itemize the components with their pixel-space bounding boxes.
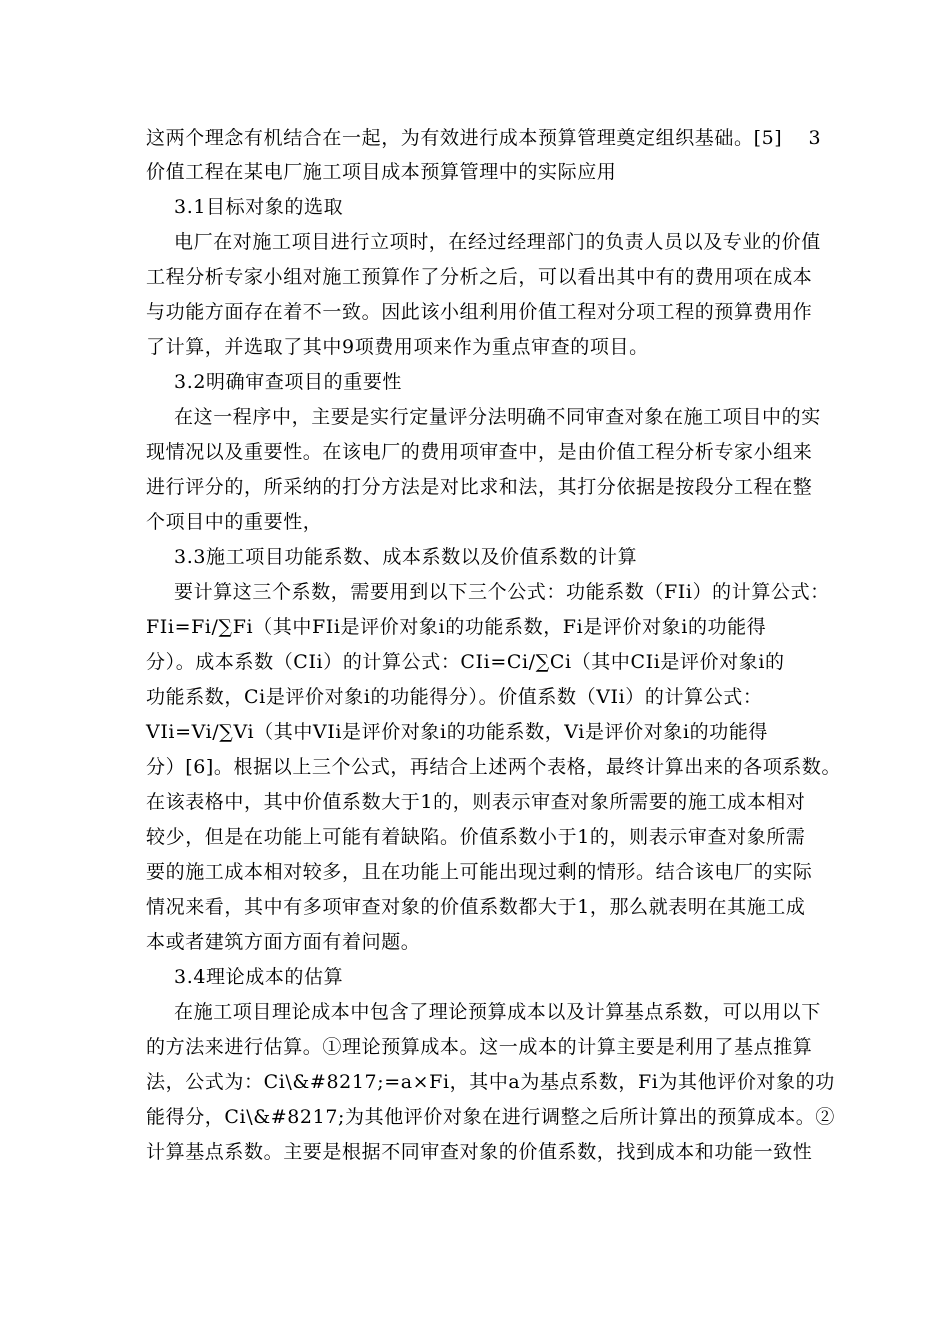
text-line-6: 与功能方面存在着不一致。因此该小组利用价值工程对分项工程的预算费用作 <box>146 301 813 323</box>
text-line-5: 工程分析专家小组对施工预算作了分析之后，可以看出其中有的费用项在成本 <box>146 266 813 288</box>
section-heading-3-3: 3.3施工项目功能系数、成本系数以及价值系数的计算 <box>174 546 638 568</box>
text-line-30: 计算基点系数。主要是根据不同审查对象的价值系数，找到成本和功能一致性 <box>146 1141 813 1163</box>
text-line-14: 要计算这三个系数，需要用到以下三个公式：功能系数（FIi）的计算公式： <box>174 581 830 603</box>
text-line-17: 功能系数，Ci是评价对象i的功能得分）。价值系数（VIi）的计算公式： <box>146 686 763 708</box>
text-line-9: 在这一程序中，主要是实行定量评分法明确不同审查对象在施工项目中的实 <box>174 406 821 428</box>
text-line-4: 电厂在对施工项目进行立项时，在经过经理部门的负责人员以及专业的价值 <box>174 231 821 253</box>
text-line-20: 在该表格中，其中价值系数大于1的，则表示审查对象所需要的施工成本相对 <box>146 791 806 813</box>
section-heading-3-4: 3.4理论成本的估算 <box>174 966 344 988</box>
text-line-27: 的方法来进行估算。①理论预算成本。这一成本的计算主要是利用了基点推算 <box>146 1036 813 1058</box>
text-line-11: 进行评分的，所采纳的打分方法是对比求和法，其打分依据是按段分工程在整 <box>146 476 813 498</box>
text-line-23: 情况来看，其中有多项审查对象的价值系数都大于1，那么就表明在其施工成 <box>146 896 806 918</box>
text-line-29: 能得分，Ci\&#8217;为其他评价对象在进行调整之后所计算出的预算成本。② <box>146 1106 836 1128</box>
text-line-2: 价值工程在某电厂施工项目成本预算管理中的实际应用 <box>146 161 617 183</box>
text-line-22: 要的施工成本相对较多，且在功能上可能出现过剩的情形。结合该电厂的实际 <box>146 861 813 883</box>
text-line-10: 现情况以及重要性。在该电厂的费用项审查中，是由价值工程分析专家小组来 <box>146 441 813 463</box>
text-line-24: 本或者建筑方面方面有着问题。 <box>146 931 421 953</box>
text-line-12: 个项目中的重要性， <box>146 511 323 533</box>
text-line-15: FIi=Fi/∑Fi（其中FIi是评价对象i的功能系数，Fi是评价对象i的功能得 <box>146 616 767 638</box>
text-line-19: 分）[6]。根据以上三个公式，再结合上述两个表格，最终计算出来的各项系数。 <box>146 756 842 778</box>
section-heading-3-1: 3.1目标对象的选取 <box>174 196 344 218</box>
text-line-21: 较少，但是在功能上可能有着缺陷。价值系数小于1的，则表示审查对象所需 <box>146 826 806 848</box>
text-line-7: 了计算，并选取了其中9项费用项来作为重点审查的项目。 <box>146 336 649 358</box>
text-line-18: VIi=Vi/∑Vi（其中VIi是评价对象i的功能系数，Vi是评价对象i的功能得 <box>146 721 769 743</box>
section-heading-3-2: 3.2明确审查项目的重要性 <box>174 371 403 393</box>
text-line-26: 在施工项目理论成本中包含了理论预算成本以及计算基点系数，可以用以下 <box>174 1001 821 1023</box>
text-line-1: 这两个理念有机结合在一起，为有效进行成本预算管理奠定组织基础。[5] 3 <box>146 127 822 149</box>
text-line-16: 分）。成本系数（CIi）的计算公式：CIi=Ci/∑Ci（其中CIi是评价对象i的 <box>146 651 785 673</box>
text-line-28: 法，公式为：Ci\&#8217;=a×Fi，其中a为基点系数，Fi为其他评价对象的功 <box>146 1071 835 1093</box>
